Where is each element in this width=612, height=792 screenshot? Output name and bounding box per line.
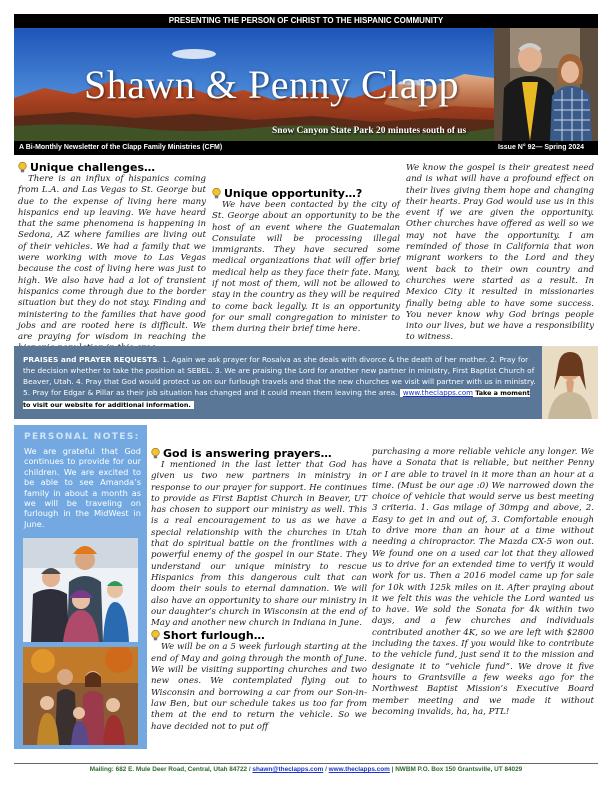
heading-text: Short furlough… <box>163 629 265 643</box>
lightbulb-icon <box>151 448 160 459</box>
prayer-items: . 1. Again we ask prayer for Rosalva as she deals with divorce & the death of her mother. 2. Pray for the decision whether to take the position at SEBEL. 3. We are praising the Lord for another new partner in ministry, First Baptist Church of Beaver, Utah. 4. Pray that God would protect us on our furlough travels and that the new churches we visit will partner with us in ministry. 5. Pray for Edgar & Pillar as their job situation has changed and it could mean them leaving the area. <box>23 355 536 397</box>
answering-prayers-heading <box>151 447 367 460</box>
praying-woman-photo <box>542 346 598 419</box>
unique-opportunity-body-b: We know the gospel is their greatest need and is what will have a profound effect on their lives giving them hope and changing their hearts. Pray God would use us in this event if we are given the opportunity. Other churches have offered as well so we may not have the opportunity. I am reminded of those in California that won migrant workers to the Lord and they went back to their own country and churches were started as a result. In Mexico City it resulted in missionaries finally being able to have some success. You never know why God brings people into our lives, but we have a responsibility to witness. <box>406 163 594 343</box>
mailing-address: Mailing: 682 E. Mule Deer Road, Central, Utah 84722 / <box>89 766 251 773</box>
sub-banner <box>14 141 598 155</box>
prayer-requests-text <box>23 354 539 411</box>
article-column-5 <box>372 447 594 718</box>
top-banner: PRESENTING THE PERSON OF CHRIST TO THE HISPANIC COMMUNITY <box>14 14 598 28</box>
personal-notes-sidebar <box>14 425 147 749</box>
lightbulb-icon <box>151 630 160 641</box>
short-furlough-body-a: We will be on a 5 week furlough starting at the end of May and going through the month of June. We will be visiting supporting churches and two new ones. We contemplated flying out to Wisconsin and borrowing a car from our Son-in-law Ben, but our schedule takes us too far from them at the end to return the vehicle. So we have decided not to put off <box>151 642 367 732</box>
photo-caption: Snow Canyon State Park 20 minutes south of us <box>272 126 467 136</box>
issue-number: Issue N° 92— Spring 2024 <box>497 144 584 151</box>
footer-mailing <box>14 766 598 773</box>
unique-challenges-body: There is an influx of hispanics coming from L.A. and Las Vegas to St. George but due to the expense of living here many hispanics end up leaving. We have heard that the same phenomena is happening in Sedona, AZ where families are living out of their vehicles. We had a family that we were working with move to Las Vegas because the cost of living here was just to high. We also have had a lot of transient hispanics come through due to the border situation but they do not stay. Finding and ministering to the families that have good jobs and are rooted here is difficult. We are praying for wisdom in reaching the <box>18 174 206 343</box>
lightbulb-icon <box>212 188 221 199</box>
newsletter-tagline: A Bi-Monthly Newsletter of the Clapp Family Ministries (CFM) <box>19 144 223 151</box>
heading-text: God is answering prayers… <box>163 447 332 460</box>
newsletter-title: Shawn & Penny Clapp <box>84 62 460 107</box>
heading-text: Unique challenges… <box>30 161 156 174</box>
answering-prayers-body: I mentioned in the last letter that God has given us two new partners in ministry in response to our prayer for support. He continues to provide as First Baptist Church in Beaver, UT has chosen to support our ministry as well. This is a real encouragement to us as we have a special relationship with the churches in Utah that do spiritual battle on the frontlines with a powerful enemy of the gospel in our State. They understand our unique ministry to rescue Hispanics from this dangerous cult that can doom their souls to eternal damnation. We will also have an opportunity to share our ministry in our daughter’s church in Wisconsin at the end of May and another new church in Indiana in June. <box>151 460 367 629</box>
prayer-label: PRAISES and PRAYER REQUESTS <box>23 355 158 364</box>
article-column-3 <box>406 163 594 344</box>
nwbm-address: | NWBM P.O. Box 150 Grantsville, UT 84029 <box>391 766 523 773</box>
footer-separator: / <box>325 766 327 773</box>
clapp-couple-photo <box>494 28 598 141</box>
article-column-2 <box>212 163 400 336</box>
heading-text: Unique opportunity…? <box>224 187 363 200</box>
short-furlough-body-b: purchasing a more reliable vehicle any longer. We have a Sonata that is reliable, but neither Penny or I are able to travel in it more than an hour at a time. (Must be our age :0) We narrowed down the choice of vehicle that would serve us best meeting 3 criteria. 1. Gas milage of 30mpg and above, 2. Easy to get in and out of, 3. Comfortable enough to drive more than an hour at a time without needing a chiropractor. The Mazda CX-5 won out. We found one on a used car lot that they allowed us to drive for an extended time to verify it would work for us. Then a 2016 model came up for sale for 10k with 125k miles on it. After praying about it we felt this was the vehicle the Lord wanted us to have. We sold the Sonata for 4k within two days, and a few churches and individuals contributed another 4K, so we are left with $2800 including the taxes. If you would like to contribute to the vehicle fund, just send it to the mission and designate it to “vehicle fund”. We drove it five hours to Grantsville a few weeks ago for the Northwest Baptist Mission’s Executive Board member meeting and we made it without becoming invalids, ha, ha, PTL! <box>372 447 594 717</box>
short-furlough-heading <box>151 629 367 642</box>
family-photo-winter <box>23 538 138 642</box>
article-column-1 <box>18 161 206 355</box>
website-note: Take a moment to visit our website for additional information. <box>23 389 530 409</box>
couple-portrait-image <box>494 28 598 141</box>
unique-opportunity-body-a: We have been contacted by the city of St. George about an opportunity to be the host of an event where the Guatemalan Consulate will be processing illegal immigrants. They have secured some medical organizations that will offer brief medical help as they face their fate. Many, if not most of them, will not be allowed to stay in the country as they will be required to come back legally. It is an opportunity for our small congregation to minister to them during their brief time here. <box>212 200 400 335</box>
website-link[interactable]: www.theclapps.com <box>402 389 473 397</box>
personal-notes-body: We are grateful that God continues to provide for our children. We are excited to be able to see Amanda’s family in about a month as we will be traveling on furlough in the MidWest in June. <box>24 446 141 529</box>
personal-notes-title: PERSONAL NOTES: <box>24 432 140 442</box>
footer-email-link[interactable]: shawn@theclapps.com <box>252 766 324 773</box>
unique-opportunity-heading <box>212 187 400 200</box>
article-column-4 <box>151 447 367 733</box>
family-photo-autumn <box>23 647 138 745</box>
prayer-requests-band <box>14 346 598 419</box>
unique-challenges-heading <box>18 161 206 174</box>
lightbulb-icon <box>18 162 27 173</box>
footer-divider <box>14 763 598 764</box>
hero-landscape-photo <box>14 28 494 141</box>
footer-website-link[interactable]: www.theclapps.com <box>328 766 390 773</box>
